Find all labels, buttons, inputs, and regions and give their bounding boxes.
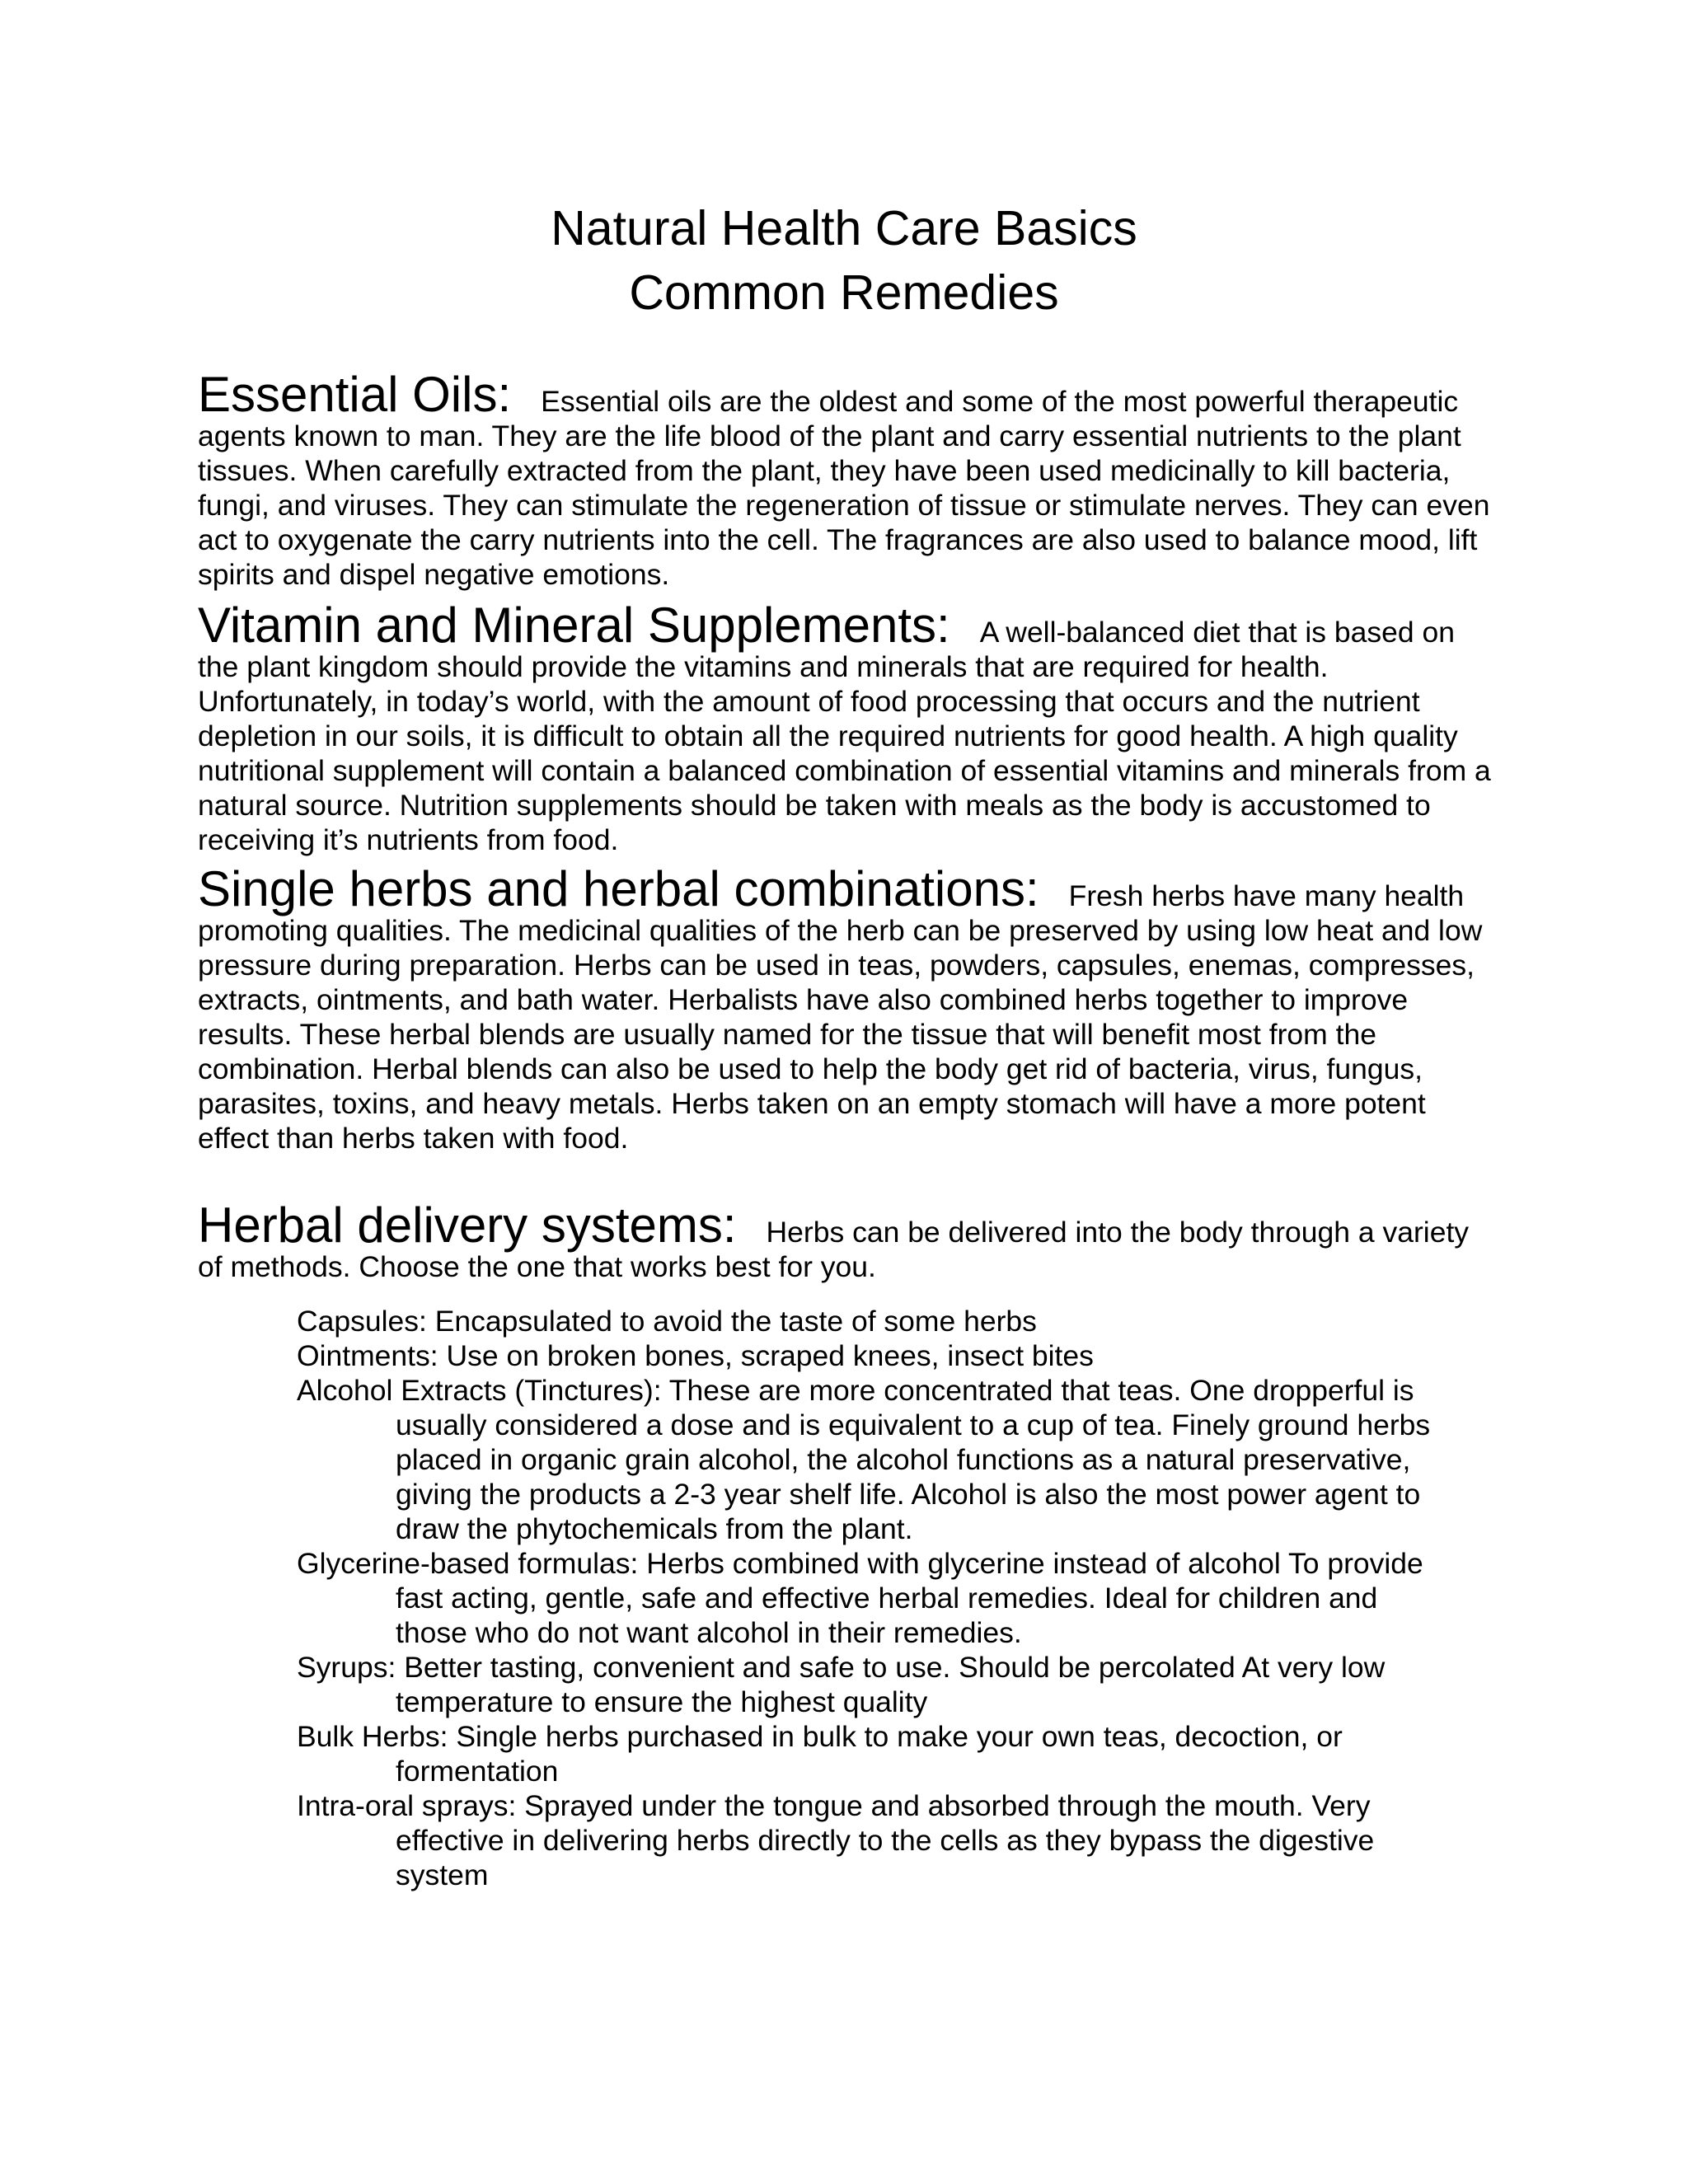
section-body: Herbs can be delivered into the body through a variety of methods. Choose the one that works best for you.: [198, 1216, 1470, 1283]
list-item-glycerine-formulas: Glycerine-based formulas: Herbs combined with glycerine instead of alcohol To provide fast acting, gentle, safe and effective herbal remedies. Ideal for children and those who do not want alcohol in their remedies.: [297, 1547, 1423, 1649]
section-essential-oils: [198, 367, 1500, 592]
list-item-syrups: Syrups: Better tasting, convenient and safe to use. Should be percolated At very low temperature to ensure the highest quality: [297, 1651, 1386, 1718]
section-heading: Single herbs and herbal combinations:: [198, 861, 1039, 916]
section-heading: Vitamin and Mineral Supplements:: [198, 598, 950, 653]
list-item-bulk-herbs: Bulk Herbs: Single herbs purchased in bulk to make your own teas, decoction, or formentation: [297, 1720, 1343, 1788]
section-single-herbs: [198, 861, 1500, 1155]
list-item-ointments: Ointments: Use on broken bones, scraped knees, insect bites: [297, 1339, 1094, 1372]
list-item-intra-oral-sprays: Intra-oral sprays: Sprayed under the tongue and absorbed through the mouth. Very effective in delivering herbs directly to the cells as they bypass the digestive system: [297, 1789, 1375, 1891]
title-line-2: Common Remedies: [629, 265, 1059, 320]
list-item-alcohol-extracts: Alcohol Extracts (Tinctures): These are more concentrated that teas. One dropperful is usually considered a dose and is equivalent to a cup of tea. Finely ground herbs placed in organic grain alcohol, the alcohol functions as a natural preservative, giving the products a 2-3 year shelf life. Alcohol is also the most power agent to draw the phytochemicals from the plant.: [297, 1374, 1431, 1545]
title-line-1: Natural Health Care Basics: [551, 201, 1137, 255]
section-heading: Essential Oils:: [198, 367, 512, 422]
section-body: Fresh herbs have many health promoting qualities. The medicinal qualities of the herb can be preserved by using low heat and low pressure during preparation. Herbs can be used in teas, powders, capsules, enemas, compresses, extracts, ointments, and bath water. Herbalists have also combined herbs together to improve results. These herbal blends are usually named for the tissue that will benefit most from the combination. Herbal blends can also be used to help the body get rid of bacteria, virus, fungus, parasites, toxins, and heavy metals. Herbs taken on an empty stomach will have a more potent effect than herbs taken with food.: [198, 879, 1483, 1155]
list-item-capsules: Capsules: Encapsulated to avoid the taste of some herbs: [297, 1305, 1037, 1338]
section-vitamin-supplements: [198, 598, 1500, 857]
document-title: [0, 196, 1688, 325]
section-herbal-delivery: [198, 1197, 1500, 1284]
section-body: Essential oils are the oldest and some of the most powerful therapeutic agents known to man. They are the life blood of the plant and carry essential nutrients to the plant tissues. When carefully extracted from the plant, they have been used medicinally to kill bacteria, fungi, and viruses. They can stimulate the regeneration of tissue or stimulate nerves. They can even act to oxygenate the carry nutrients into the cell. The fragrances are also used to balance mood, lift spirits and dispel negative emotions.: [198, 385, 1490, 591]
delivery-methods-list: [297, 1304, 1451, 1892]
section-heading: Herbal delivery systems:: [198, 1197, 737, 1253]
section-body: A well-balanced diet that is based on the plant kingdom should provide the vitamins and minerals that are required for health. Unfortunately, in today’s world, with the amount of food processing that occurs and the nutrient depletion in our soils, it is difficult to obtain all the required nutrients for good health. A high quality nutritional supplement will contain a balanced combination of essential vitamins and minerals from a natural source. Nutrition supplements should be taken with meals as the body is accustomed to receiving it’s nutrients from food.: [198, 616, 1491, 856]
